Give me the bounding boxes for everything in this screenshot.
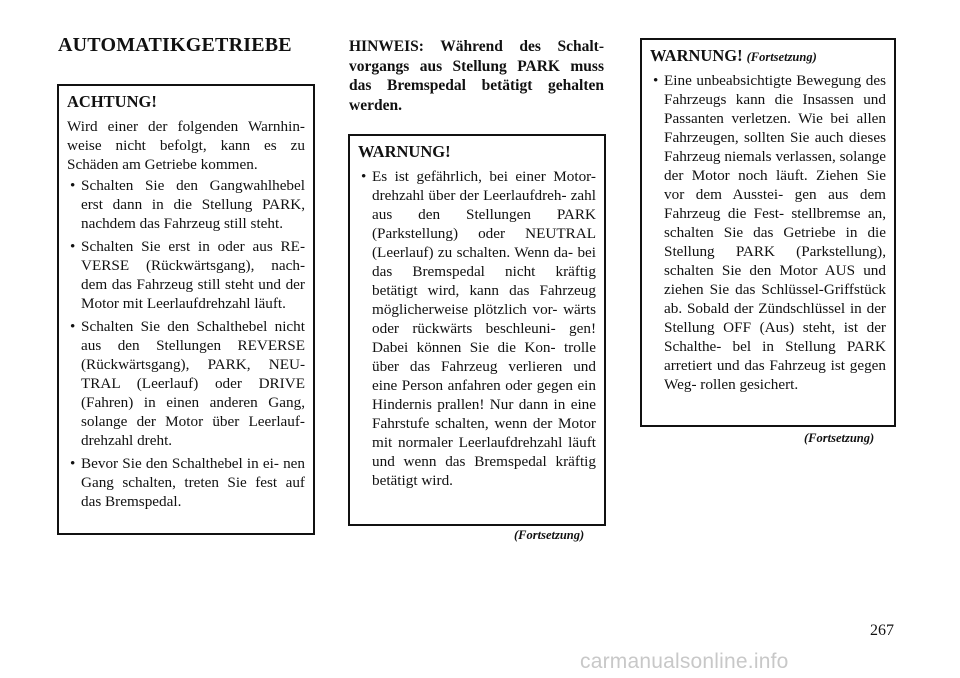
warning-title-text: WARNUNG! — [650, 46, 743, 65]
list-item: • Es ist gefährlich, bei einer Motor- drehzahl über der Leerlaufdreh- zahl aus den Stellungen PARK (Parkstellung) oder NEUTRAL (Leerlauf) zu schalten. Wenn da- bei das Bremspedal nicht kräftig betätigt wird, kann das Fahrzeug möglicherweise plötzlich vor- wärts oder rückwärts beschleuni- gen! Dabei können Sie die Kon- trolle über das Fahrzeug verlieren und eine Person anfahren oder gegen ein Hindernis prallen! Nur dann in eine Fahrstufe schalten, wenn der Motor mit normaler Leerlaufdrehzahl läuft und wenn das Bremspedal kräftig betätigt wird. — [358, 167, 596, 490]
page-heading: AUTOMATIKGETRIEBE — [58, 34, 292, 56]
list-item: • Schalten Sie erst in oder aus RE- VERSE (Rückwärtsgang), nach- dem das Fahrzeug still steht und der Motor mit Leerlaufdrehzahl läuft. — [67, 237, 305, 313]
warning-list-continued — [650, 71, 886, 394]
page-number: 267 — [870, 622, 894, 639]
list-item: • Schalten Sie den Gangwahlhebel erst dann in die Stellung PARK, nachdem das Fahrzeug still steht. — [67, 176, 305, 233]
list-item: • Schalten Sie den Schalthebel nicht aus den Stellungen REVERSE (Rückwärtsgang), PARK, NEU- TRAL (Leerlauf) oder DRIVE (Fahren) in einen anderen Gang, solange der Motor über Leerlauf- drehzahl dreht. — [67, 317, 305, 450]
continued-label: (Fortsetzung) — [514, 528, 585, 542]
caution-intro: Wird einer der folgenden Warnhin- weise nicht befolgt, kann es zu Schäden am Getriebe kommen. — [67, 118, 305, 173]
warning-box — [348, 134, 606, 526]
warning-title-suffix: (Fortsetzung) — [746, 50, 817, 64]
list-item: • Bevor Sie den Schalthebel in ei- nen Gang schalten, treten Sie fest auf das Bremspedal. — [67, 454, 305, 511]
warning-title: WARNUNG! — [358, 142, 451, 161]
caution-list — [67, 176, 305, 511]
caution-box — [57, 84, 315, 535]
warning-title-continued — [650, 46, 886, 66]
watermark: carmanualsonline.info — [580, 650, 789, 673]
warning-box-continued — [640, 38, 896, 427]
list-item: • Eine unbeabsichtigte Bewegung des Fahrzeugs kann die Insassen und Passanten verletzen. Wie bei allen Fahrzeugen, sollten Sie auch dieses Fahrzeug niemals verlassen, solange der Motor noch läuft. Ziehen Sie vor dem Ausstei- gen aus dem Fahrzeug die Fest- stellbremse an, schalten Sie das Getriebe in die Stellung PARK (Parkstellung), schalten Sie den Motor AUS und ziehen Sie das Schlüssel-Griffstück ab. Sobald der Zündschlüssel in der Stellung OFF (Aus) steht, ist der Schalthe- bel in Stellung PARK arretiert und das Fahrzeug ist gegen Weg- rollen gesichert. — [650, 71, 886, 394]
warning-list — [358, 167, 596, 490]
caution-title: ACHTUNG! — [67, 92, 157, 111]
continued-label: (Fortsetzung) — [804, 431, 875, 445]
note-paragraph: HINWEIS: Während des Schalt- vorgangs aus Stellung PARK muss das Bremspedal betätigt gehalten werden. — [349, 38, 604, 114]
